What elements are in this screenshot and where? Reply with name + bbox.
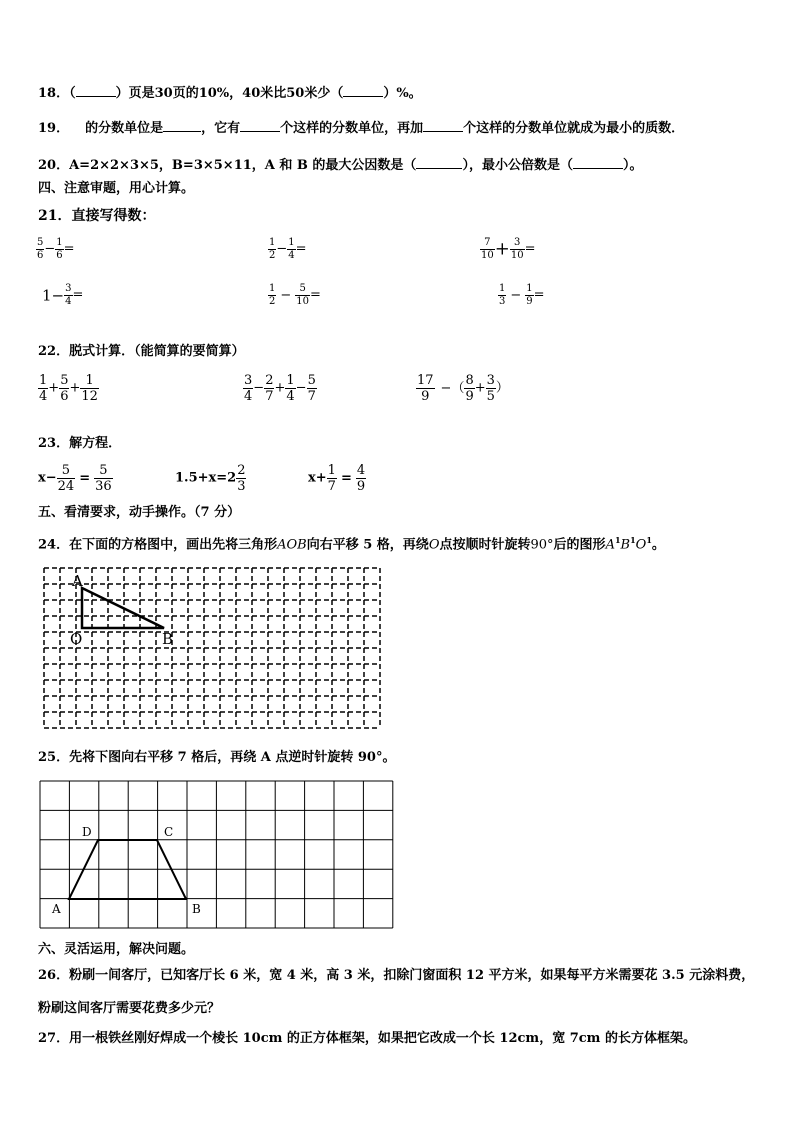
question-20: 20．A=2×2×3×5，B=3×5×11，A 和 B 的最大公因数是（ ），最小公倍数是（ ）。 — [38, 158, 643, 173]
section-heading-5: 五、看清要求，动手操作。（7 分） — [38, 505, 241, 520]
point-label-b: B — [192, 902, 201, 916]
square-grid[interactable] — [40, 779, 394, 931]
point-label-a: A — [52, 902, 61, 916]
question-21-title: 21．直接写得数： — [38, 208, 156, 224]
question-24: 24．在下面的方格图中，画出先将三角形AOB向右平移 5 格，再绕O点按顺时针旋转90°后的图形$A^1B^1O^1$。 — [38, 535, 665, 553]
answer-blank[interactable] — [240, 119, 280, 132]
point-label-c: C — [164, 825, 174, 839]
q23-equation-3: x+ $\frac{1}{7}$ = $\frac{4}{9}$ — [308, 463, 366, 494]
point-label-a: A — [72, 572, 83, 590]
q21-item-5: $\frac{1}{2}$ − $\frac{5}{10}$ = — [269, 283, 321, 307]
section-heading-6: 六、灵活运用，解决问题。 — [38, 942, 195, 957]
answer-blank[interactable] — [163, 119, 201, 132]
question-27: 27．用一根铁丝刚好焊成一个棱长 10cm 的正方体框架，如果把它改成一个长 12cm，宽 7cm 的长方体框架。 — [38, 1031, 696, 1046]
section-heading-4: 四、注意审题，用心计算。 — [38, 181, 195, 196]
point-label-o: O — [70, 630, 83, 648]
point-label-d: D — [82, 825, 92, 839]
answer-blank[interactable] — [343, 84, 383, 97]
question-19: 19． 的分数单位是 ，它有 个这样的分数单位，再加 个这样的分数单位就成为最小的质数． — [38, 121, 685, 136]
q21-item-3: $\frac{7}{10}$ + $\frac{3}{10}$ = — [481, 237, 536, 261]
triangle-aob — [82, 588, 164, 628]
answer-blank[interactable] — [573, 156, 623, 169]
answer-blank[interactable] — [76, 84, 116, 97]
q23-equation-2: 1.5+x=2 $\frac{2}{3}$ — [175, 463, 246, 494]
q22-expression-1: $\frac{1}{4}$ + $\frac{5}{6}$ + $\frac{1}{12}$ — [39, 373, 98, 404]
question-26-line-2: 粉刷这间客厅需要花费多少元？ — [38, 1001, 221, 1016]
answer-blank[interactable] — [416, 156, 462, 169]
question-22-title: 22．脱式计算．（能简算的要简算） — [38, 344, 245, 359]
question-23-title: 23．解方程． — [38, 436, 122, 451]
question-26-line-1: 26．粉刷一间客厅，已知客厅长 6 米，宽 4 米，高 3 米，扣除门窗面积 12 平方米，如果每平方米需要花 3.5 元涂料费， — [38, 968, 755, 983]
answer-blank[interactable] — [423, 119, 463, 132]
question-18: 18．（ ）页是30页的10%，40米比50米少（ ）%。 — [38, 86, 422, 101]
q23-equation-1: x− $\frac{5}{24}$ = $\frac{5}{36}$ — [38, 463, 112, 494]
question-25: 25．先将下图向右平移 7 格后，再绕 A 点逆时针旋转 90°。 — [38, 750, 396, 765]
q22-expression-2: $\frac{3}{4}$ − $\frac{2}{7}$ + $\frac{1}{4}$ − $\frac{5}{7}$ — [244, 373, 316, 404]
q21-item-2: $\frac{1}{2}$ − $\frac{1}{4}$ = — [269, 237, 307, 261]
q21-item-4: 1− $\frac{3}{4}$ = — [42, 283, 84, 307]
q22-expression-3: $\frac{17}{9}$ −（ $\frac{8}{9}$ + $\frac{3}{5}$ ） — [417, 373, 509, 404]
q21-item-6: $\frac{1}{3}$ − $\frac{1}{9}$ = — [499, 283, 545, 307]
dashed-grid[interactable] — [44, 568, 380, 728]
point-label-b: B — [162, 630, 174, 648]
q21-item-1: $\frac{5}{6}$ − $\frac{1}{6}$ = — [37, 237, 75, 261]
